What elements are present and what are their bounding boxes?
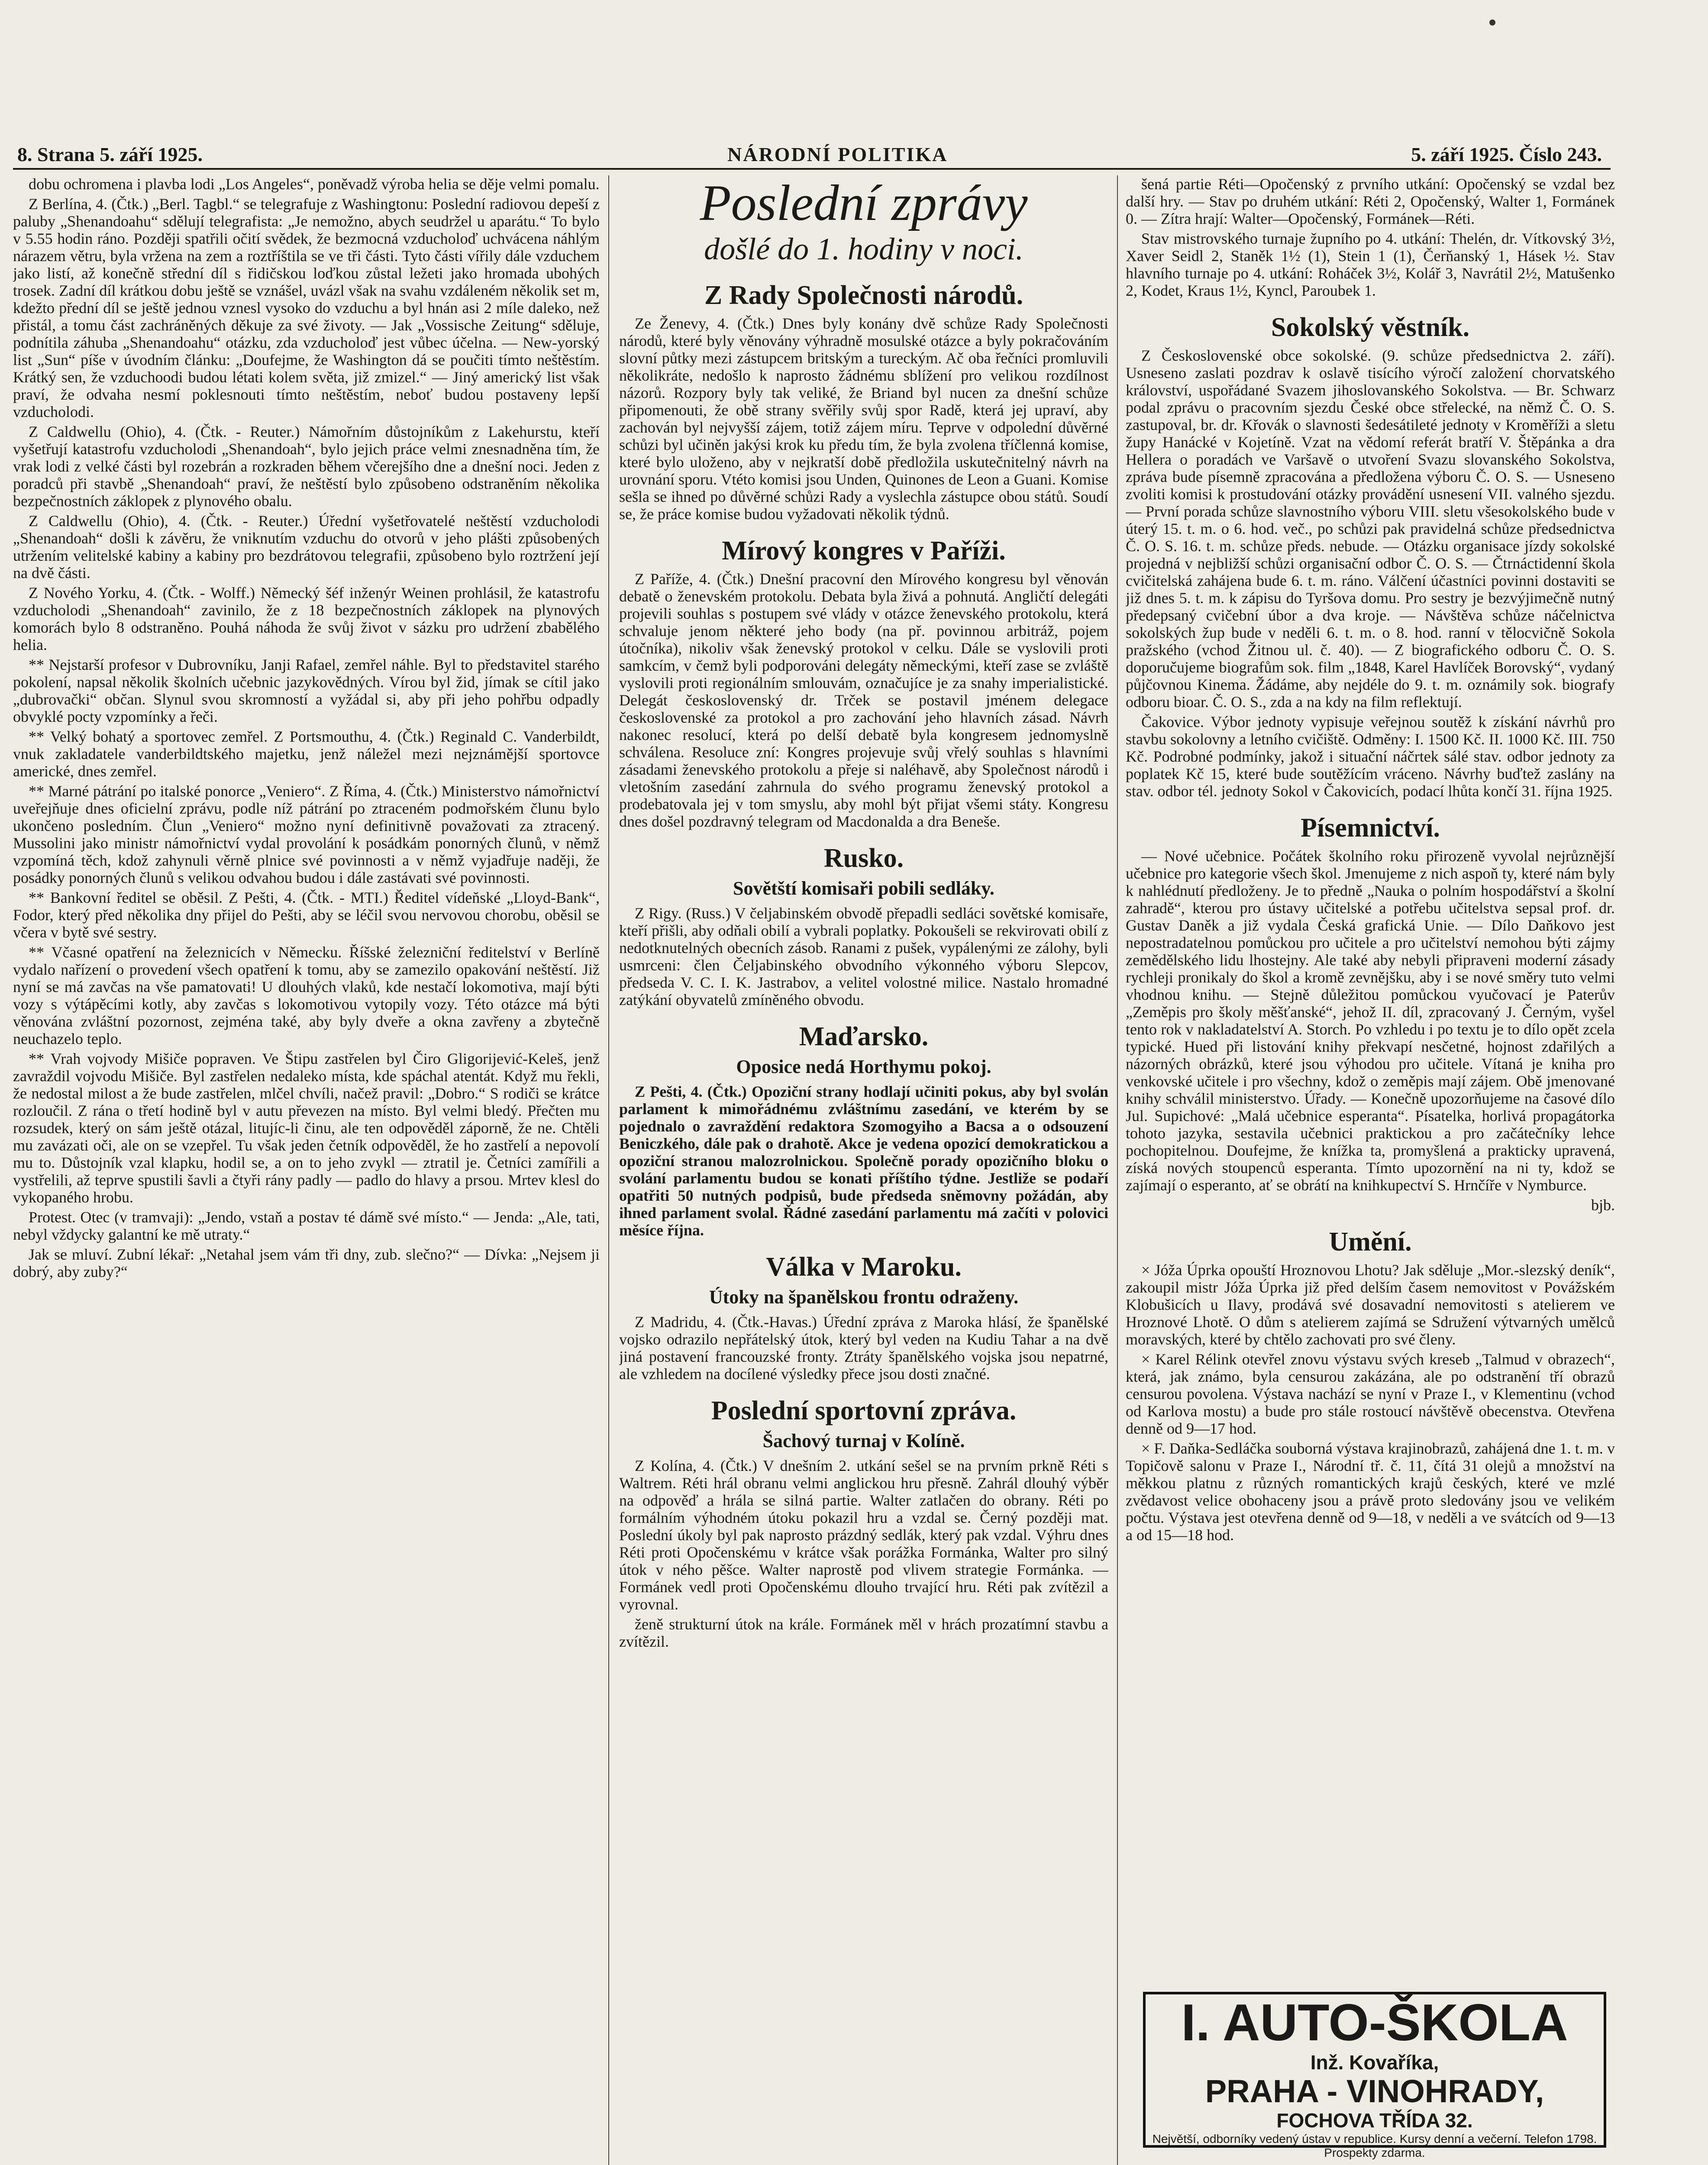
article-paragraph: dobu ochromena i plavba lodi „Los Angeles“, poněvadž výroba helia se děje velmi pomalu. [29,175,600,193]
article-paragraph: Z Caldwellu (Ohio), 4. (Čtk. - Reuter.) Námořním důstojníkům z Lakehurstu, kteří vyšetřují katastrofu vzducholodi „Shenandoah“, bylo jejich práce velmi znesnadněna tím, že vrak lodi z velké části byl rozebrán a rozkraden během včerejšího dne a dnešní noci. Jeden z poradců při stavbě „Shenandoah“ praví, že neštěstí bylo způsobeno odstraněním několika bezpečnostních záklopek z plynového obalu. [13,423,600,510]
article-paragraph: Stav mistrovského turnaje župního po 4. utkání: Thelén, dr. Vítkovský 3½, Xaver Seidl 2, Staněk 1½ (1), Stein 1 (1), Čerňanský 1, Hásek ½. Stav hlavního turnaje po 4. utkání: Roháček 3½, Kolář 3, Navrátil 2½, Matušenko 2, Kodet, Kraus 1½, Kyncl, Paroubek 1. [1126,230,1615,299]
article-paragraph: Z Madridu, 4. (Čtk.-Havas.) Úřední zpráva z Maroka hlásí, že španělské vojsko odrazilo nepřátelský útok, který byl veden na Kudiu Tahar a na dvě jiná postavení francouzské fronty. Ztráty španělského vojska jsou nepatrné, ale vzhledem na docílené výsledky přece jsou dosti značné. [619,1313,1108,1383]
masthead-title: Poslední zprávy [700,175,1028,231]
article-paragraph: ženě strukturní útok na krále. Formánek měl v hrách prozatímní stavbu a zvítězil. [619,1616,1108,1650]
article-paragraph: Z Nového Yorku, 4. (Čtk. - Wolff.) Německý šéf inženýr Weinen prohlásil, že katastrofu vzducholodi „Shenandoah“ zavinilo, že z 18 bezpečnostních záklopek na plynových komorách bylo 8 odstraněno. Pouhá náhoda že svůj život v sázku pro udržení zbabělého helia. [13,584,600,653]
article-paragraph: — Nové učebnice. Počátek školního roku přirozeně vyvolal nejrůznější učebnice pro kategorie všech škol. Jmenujeme z nich aspoň ty, které nám byly k nahlédnutí předloženy. Je to předně „Nauka o polním hospodářství a školní zahradě“, kterou pro ústavy učitelské a potřebu učitelstva sepsal prof. dr. Gustav Daněk a již vydala Česká grafická Unie. — Dílo Daňkovo jest nepostradatelnou pomůckou pro učitele a pro učitelství nemohou býti zájmy zemědělského lidu lhostejny. Ale také aby nebyli připraveni moderní zásady rychleji pronikaly do škol a kromě zevnějšku, aby i se nové směry tuto velmi vhodnou knihu. — Stejně důležitou pomůckou vyučovací je Paterův „Zeměpis pro školy měšťanské“, jehož II. díl, zpracovaný J. Černým, vyšel tento rok v nakladatelství A. Storch. Po vzhledu i po textu je to dílo opět zcela typické. Hued při listování knihy překvapí nesčetné, hojnost zdařilých a názorných obrázků, které jsou výhodou pro učitele. Vítaná je kniha pro venkovské učitele i pro všechny, kdož o zeměpis mají zájem. Obě jmenované knihy schválil ministerstvo. Úřady. — Konečně upozorňujeme na časové dílo Jul. Supichové: „Malá učebnice esperanta“. Písatelka, horlivá propagátorka tohoto jazyka, sestavila učebnici praktickou a pro začátečníky lehce pochopitelnou. Doufejme, že knížka ta, promyšlená a prakticky upravená, získá nových stoupenců esperanta. Tímto upozornění na ni ty, kdož se zajímají o esperanto, ať se obrátí na knihkupectví S. Hrnčíře v Nymburce. [1126,847,1615,1194]
column-separator [608,175,609,2165]
page-mark [1489,19,1495,26]
news-item: ** Marné pátrání po italské ponorce „Veniero“. Z Říma, 4. (Čtk.) Ministerstvo námořnictví uveřejňuje dnes oficielní zprávu, podle níž pátrání po ztraceném podmořském člunu bylo ukončeno posledním. Člun „Veniero“ možno nyní definitivně považovati za ztracený. Mussolini jako ministr námořnictví vydal provolání k posádkám ponorných člunů, v němž vzpomíná těch, kdož zahynuli věrně plnice své povinnosti a v němž vyjadřuje naději, že posádky ponorných člunů s velikou odvahou budou i dále zastávati své povinnosti. [13,782,600,886]
subheadline: Sovětští komisaři pobili sedláky. [733,878,994,899]
headline: Písemnictví. [1301,813,1440,843]
article-paragraph: Z Československé obce sokolské. (9. schůze předsednictva 2. září). Usneseno zaslati pozdrav k oslavě tisícího výročí založení chorvatského království, uspořádané Svazem jihoslovanského Sokolstva. — Br. Schwarz podal zprávu o pracovním sjezdu České obce střelecké, na němž Č. O. S. zastupoval, br. dr. Křovák o slavnosti šedesátileté jednoty v Kroměříži a sletu župy Hanácké v Kojetíně. Vzat na vědomí referát bratří V. Štěpánka a dra Hellera o poradách ve Varšavě o utvoření Svazu slovanského Sokolstva, zpráva bude písemně zpracována a předložena výboru Č. O. S. — Usneseno zvoliti komisi k prostudování otázky provádění usnesení VII. valného sjezdu. — První porada schůze slavnostního výboru VIII. sletu všesokolského bude v úterý 15. t. m. o 6. hod. več., po schůzi pak pravidelná schůze předsednictva Č. O. S. 16. t. m. schůze předs. nebude. — Otázku organisace jízdy sokolské projedná v nejbližší schůzi organisační odbor Č. O. S. — Čtrnáctidenní škola cvičitelská zahájena bude 6. t. m. ráno. Válčení účastníci povinni dostaviti se již dnes 5. t. m. k zápisu do Tyršova domu. Pro sestry je bezvýjimečně nutný předepsaný cvičební úbor a dva kroje. — Návštěva schůze náčelnictva sokolských žup bude v neděli 6. t. m. o 8. hod. ranní v tělocvičně Sokola pražského (vchod Žitnou ul. č. 40). — Z biografického odboru Č. O. S. doporučujeme biografům sok. film „1848, Karel Havlíček Borovský“, vydaný půjčovnou Kinema. Žádáme, aby nejdéle do 9. t. m. oznámily sok. biografy odboru bioar. Č. O. S., zda a na kdy na film reflektují. [1126,347,1615,711]
news-item: × Karel Rélink otevřel znovu výstavu svých kreseb „Talmud v obrazech“, která, jak známo, byla censurou zakázána, ale po odstranění tří obrazů censurou povolena. Výstava nachází se nyní v Praze I., v Klementinu (vchod od Karlova mostu) a bude pro stále rostoucí návštěvě obecenstva. Otevřena denně od 9—17 hod. [1126,1351,1615,1437]
headline: Sokolský věstník. [1271,313,1470,342]
article-paragraph: Čakovice. Výbor jednoty vypisuje veřejnou soutěž k získání návrhů pro stavbu sokolovny a letního cvičiště. Odměny: I. 1500 Kč. II. 1000 Kč. III. 750 Kč. Podrobné podmínky, jakož i situační náčrtek sálé stav. odbor jednoty za poplatek Kč 15, které bude soutěžícím vráceno. Návrhy buďtež zaslány na stav. odbor tél. jednoty Sokol v Čakovicích, podací lhůta končí 31. října 1925. [1126,713,1615,800]
news-item: ** Včasné opatření na železnicích v Německu. Říšské železniční ředitelství v Berlíně vydalo nařízení o provedení všech opatření k tomu, aby se zamezilo opakování neštěstí. Již nyní se má zavčas na vše pamatovati! U dlouhých vlaků, kde nestačí lokomotiva, mají býti vozy s výtápěcími kotly, aby zavčas s lokomotivou vytopily vozy. Této otázce má býti věnována zvláštní pozornost, zejména také, aby byly dveře a okna zavřeny a zbytečně neuchazelo teplo. [13,944,600,1047]
joke: Protest. Otec (v tramvaji): „Jendo, vstaň a postav té dámě své místo.“ — Jenda: „Ale, tati, nebyl vždycky galantní ke mě utraty.“ [13,1209,600,1243]
ad-note: Největší, odborníky vedený ústav v republice. Kursy denní a večerní. Telefon 1798. Prospekty zdarma. [1152,2132,1597,2159]
ad-street: FOCHOVA TŘÍDA 32. [1276,2109,1473,2132]
signature: bjb. [1591,1196,1615,1214]
subheadline: Útoky na španělskou frontu odraženy. [709,1286,1019,1308]
header-issue: 5. září 1925. Číslo 243. [1411,143,1602,165]
latest-news-masthead [619,175,1108,267]
headline: Rusko. [823,843,904,873]
headline: Mírový kongres v Paříži. [722,536,1006,565]
ad-headline: I. AUTO-ŠKOLA [1181,1994,1568,2052]
news-item: ** Bankovní ředitel se oběsil. Z Pešti, 4. (Čtk. - MTI.) Ředitel vídeňské „Lloyd-Bank“, Fodor, který před několika dny přijel do Pešti, aby se léčil svou nervovou chorobu, oběsil se včera v bytě své sestry. [13,889,600,941]
newspaper-title: NÁRODNÍ POLITIKA [727,143,948,165]
subheadline: Oposice nedá Horthymu pokoj. [736,1056,991,1077]
news-item: ** Vrah vojvody Mišiče popraven. Ve Štipu zastřelen byl Čiro Gligorijević-Keleš, jenž zavraždil vojvodu Mišiče. Byl zastřelen nedaleko místa, kde spáchal atentát. Když mu řekli, že nedostal milost a že bude zastřelen, mlčel chvíli, načež pravil: „Dobro.“ S rodiči se krátce rozloučil. Z rána o třetí hodině byl v autu převezen na místo. Byl velmi bledý. Přečten mu rozsudek, který on sám ještě otázal, litujíc-li činu, ale ten odpověděl záporně, že ne. Chtěli mu zavázati oči, ale on se vzepřel. Tu však jeden četník odpověděl, že ho zastřelí a nepovolí mu to. Důstojník vzal klapku, hodil se, a on to jeho zvykl — ztratil je. Četníci zamířili a vystřelili, až teprve spustili šavli a čtyři rány padly — padlo do hlavy a prsou. Mrtev klesl do vykopaného hrobu. [13,1050,600,1206]
autoskola-advertisement [1143,1992,1606,2159]
news-item: × Jóža Úprka opouští Hroznovou Lhotu? Jak sděluje „Mor.-slezský deník“, zakoupil mistr Jóža Úprka již před delším časem nemovitost v Povážském Klobušicích u Ilavy, prodává své dosavadní nemovitosti s atelierem ve Hroznové Lhotě. O dům s atelierem zajímá se Sdružení výtvarných umělců moravských, které by chtělo zachovati pro své členy. [1126,1261,1615,1348]
article-paragraph: Ze Ženevy, 4. (Čtk.) Dnes byly konány dvě schůze Rady Společnosti národů, které byly věnovány výhradně mosulské otázce a byly pokračováním slovní půtky mezi zástupcem britským a tureckým. Ač oba řečníci promluvili několikráte, nedošlo k naprosto žádnému sblížení pro velikou rozdílnost názorů. Rozpory byly tak veliké, že Briand byl nucen za dnešní schůze připomenouti, že obě strany svěřily svůj spor Radě, která jej upraví, aby zachován byl nejvyšší zájem, totiž zájem míru. Teprve v odpolední důvěrné schůzi byl učiněn jakýsi krok ku předu tím, že byla zvolena tříčlenná komise, které bylo uloženo, aby v nejkratší době předložila uskutečnitelný návrh na urovnání sporu. Vtéto komisi jsou Unden, Quinones de Leon a Guani. Komise sešla se ihned po důvěrné schůzi Rady a vyslechla zástupce obou států. Soudí se, že práce komise budou vyžadovati několik týdnů. [619,315,1108,523]
ad-owner: Inž. Kovaříka, [1310,2051,1439,2074]
article-paragraph: Z Berlína, 4. (Čtk.) „Berl. Tagbl.“ se telegrafuje z Washingtonu: Poslední radiovou depeší z paluby „Shenandoahu“ sdělují telegrafista: „Je nemožno, abych seudržel u aparátu.“ To bylo v 5.55 hodin ráno. Později spatřili očití svědek, že bezmocná vzducholoď uchvácena náhlým nárazem větru, byla vržena na zem a roztříštila se ve tři části. Tyto části vířily dále vzduchem jako listí, až konečně střední díl s řidičskou loďkou zůstal ležeti jako hromada ubohých trosek. Zadní díl krátkou dobu ještě se vznášel, uvázl však na svahu vzdáleném několik set m, kdežto přední díl se ještě jednou vznesl vysoko do vzduchu a byl hnán asi 2 míle daleko, než přistál, a tomu část zachráněných děkuje za své životy. — Jak „Vossische Zeitung“ sděluje, podnítila záhuba „Shenandoahu“ otázku, zda vzducholoď jest vůbec účelna. — New-yorský list „Sun“ píše v úvodním článku: „Doufejme, že Washington dá se poučiti tímto neštěstím. Krátký sen, že vzduchoodi budou létati kolem světa, již zmizel.“ — Jiný americký list však praví, že odvaha nesmí poklesnouti tímto neštěstím, neboť budou postaveny lepší vzducholodi. [13,195,600,420]
headline: Poslední sportovní zpráva. [711,1396,1017,1425]
article-paragraph: Z Caldwellu (Ohio), 4. (Čtk. - Reuter.) Úřední vyšetřovatelé neštěstí vzducholodi „Shenandoah“ došli k závěru, že vniknutím vzduchu do otvorů v jeho plášti způsobených utržením velitelské kabiny a kabiny pro bezdrátovou telegrafii, způsobeno bylo roztržení její na dvě části. [13,512,600,582]
header-page-date: 8. Strana 5. září 1925. [17,143,203,165]
ad-city: PRAHA - VINOHRADY, [1205,2073,1544,2109]
column-middle [619,175,1108,2165]
masthead-subtitle: došlé do 1. hodiny v noci. [704,232,1024,266]
news-item: × F. Daňka-Sedláčka souborná výstava krajinobrazů, zahájená dne 1. t. m. v Topičově salonu v Praze I., Národní tř. č. 11, čítá 31 olejů a množství na měkkou platnu z různých romantických krajů českých, které ve mzlé zvědavost velice obohaceny jsou a právě proto sledovány jsou ve velikém počtu. Výstava jest otevřena denně od 9—18, v neděli a ve svátcích od 9—13 a od 15—18 hod. [1126,1440,1615,1544]
headline: Válka v Maroku. [766,1252,962,1282]
subheadline: Šachový turnaj v Kolíně. [762,1430,965,1451]
article-paragraph: šená partie Réti—Opočenský z prvního utkání: Opočenský se vzdal bez další hry. — Stav po druhém utkání: Réti 2, Opočenský, Walter 1, Formánek 0. — Zítra hrají: Walter—Opočenský, Formánek—Réti. [1126,175,1615,227]
article-paragraph: Z Kolína, 4. (Čtk.) V dnešním 2. utkání sešel se na prvním prkně Réti s Waltrem. Réti hrál obranu velmi anglickou hru přesně. Zahrál dlouhý výběr na odpověď a hrála se silná partie. Walter zatlačen do obrany. Réti po formálním výhodném útoku pokazil hru a vzdal se. Černý později mat. Poslední úkoly byl pak naprosto prázdný sedlák, který pak vzdal. Výhru dnes Réti proti Opočenskému v krátce však porážka Formánka, Walter pro silný útok v ného pěšce. Walter naprostě pod vlivem strategie Formánka. — Formánek vedl proti Opočenskému dlouho trvající hru. Réti pak zvítězil a vyrovnal. [619,1457,1108,1613]
column-left [13,175,600,2165]
headline: Maďarsko. [799,1022,929,1051]
article-paragraph: Z Rigy. (Russ.) V čeljabinském obvodě přepadli sedláci sovětské komisaře, kteří přišli, aby odňali obilí a vybrali poplatky. Pokoušeli se rekvirovati obilí z nedotknutelných obecních zásob. Ranami z pušek, vypálenými ze zálohy, byli usmrceni: člen Čeljabinského obvodního výkonného výboru Slepcov, předseda V. C. I. K. Jastrabov, a velitel volostné milice. Nastalo hromadné zatýkání obyvatelů zmíněného obvodu. [619,905,1108,1008]
headline: Umění. [1329,1227,1412,1257]
column-right [1126,175,1615,2165]
header-rule [13,168,1611,170]
headline: Z Rady Společnosti národů. [704,281,1024,310]
column-separator [1117,175,1118,2165]
joke: Jak se mluví. Zubní lékař: „Netahal jsem vám tři dny, zub. slečno?“ — Dívka: „Nejsem ji dobrý, aby zuby?“ [13,1246,600,1280]
article-paragraph: Z Pešti, 4. (Čtk.) Opoziční strany hodlají učiniti pokus, aby byl svolán parlament k mimořádnému zvláštnímu zasedání, ve kterém by se pojednalo o zavraždění redaktora Szomogyiho a Bacsa a o odsouzení Beniczkého, dále pak o drahotě. Akce je vedena opozicí demokratickou a opoziční stranou malozrolnickou. Společně porady opozičního bloku o svolání parlamentu budou se konati příštího týdne. Jestliže se podaří opatřiti 50 nutných podpisů, bude předseda sněmovny požádán, aby ihned parlament svolal. Řádné zasedání parlamentu má začíti v polovici měsíce října. [619,1083,1108,1239]
article-paragraph: Z Paříže, 4. (Čtk.) Dnešní pracovní den Mírového kongresu byl věnován debatě o ženevském protokolu. Debata byla živá a pohnutá. Angličtí delegáti projevili souhlas s postupem své vlády v otázce ženevského protokolu, která schvaluje jenom některé jeho body (na př. povinnou arbitráž, pojem útočníka), nikoliv však ženevský protokol v celku. Dále se vyslovili proti samkcím, v čemž byli podporováni delegáty německými, kteří zase se zvláště vyslovili proti regionálním smlouvám, označujíce je za snahy imperialistické. Delegát československý dr. Trček se postavil jménem delegace československé za protokol a pro zachování jeho hlavních zásad. Návrh nakonec resolucí, která po delší debatě byla kongresem jednomyslně schválena. Resoluce zní: Kongres projevuje svůj vřelý souhlas s hlavními zásadami ženevského protokolu a přeje si naléhavě, aby Společnost národů i vletošním zasedání zahrnula do svého programu ženevský protokol a prodebatovala jej v tom smyslu, aby mohl být přijat všemi státy. Kongresu dnes došel pozdravný telegram od Macdonalda a dra Beneše. [619,570,1108,830]
news-item: ** Nejstarší profesor v Dubrovníku, Janji Rafael, zemřel náhle. Byl to představitel starého pokolení, napsal několik školních učebnic jazykovědných. Vírou byl žid, jímak se cítil jako „dubrovački“ občan. Slynul svou skromností a vyžádal si, aby při jeho pohřbu odpadly obvyklé pocty vzpomínky a řeči. [13,656,600,725]
news-item: ** Velký bohatý a sportovec zemřel. Z Portsmouthu, 4. (Čtk.) Reginald C. Vanderbildt, vnuk zakladatele vanderbildtského majetku, jenž náležel mezi nejznámější sportovce americké, dnes zemřel. [13,728,600,780]
